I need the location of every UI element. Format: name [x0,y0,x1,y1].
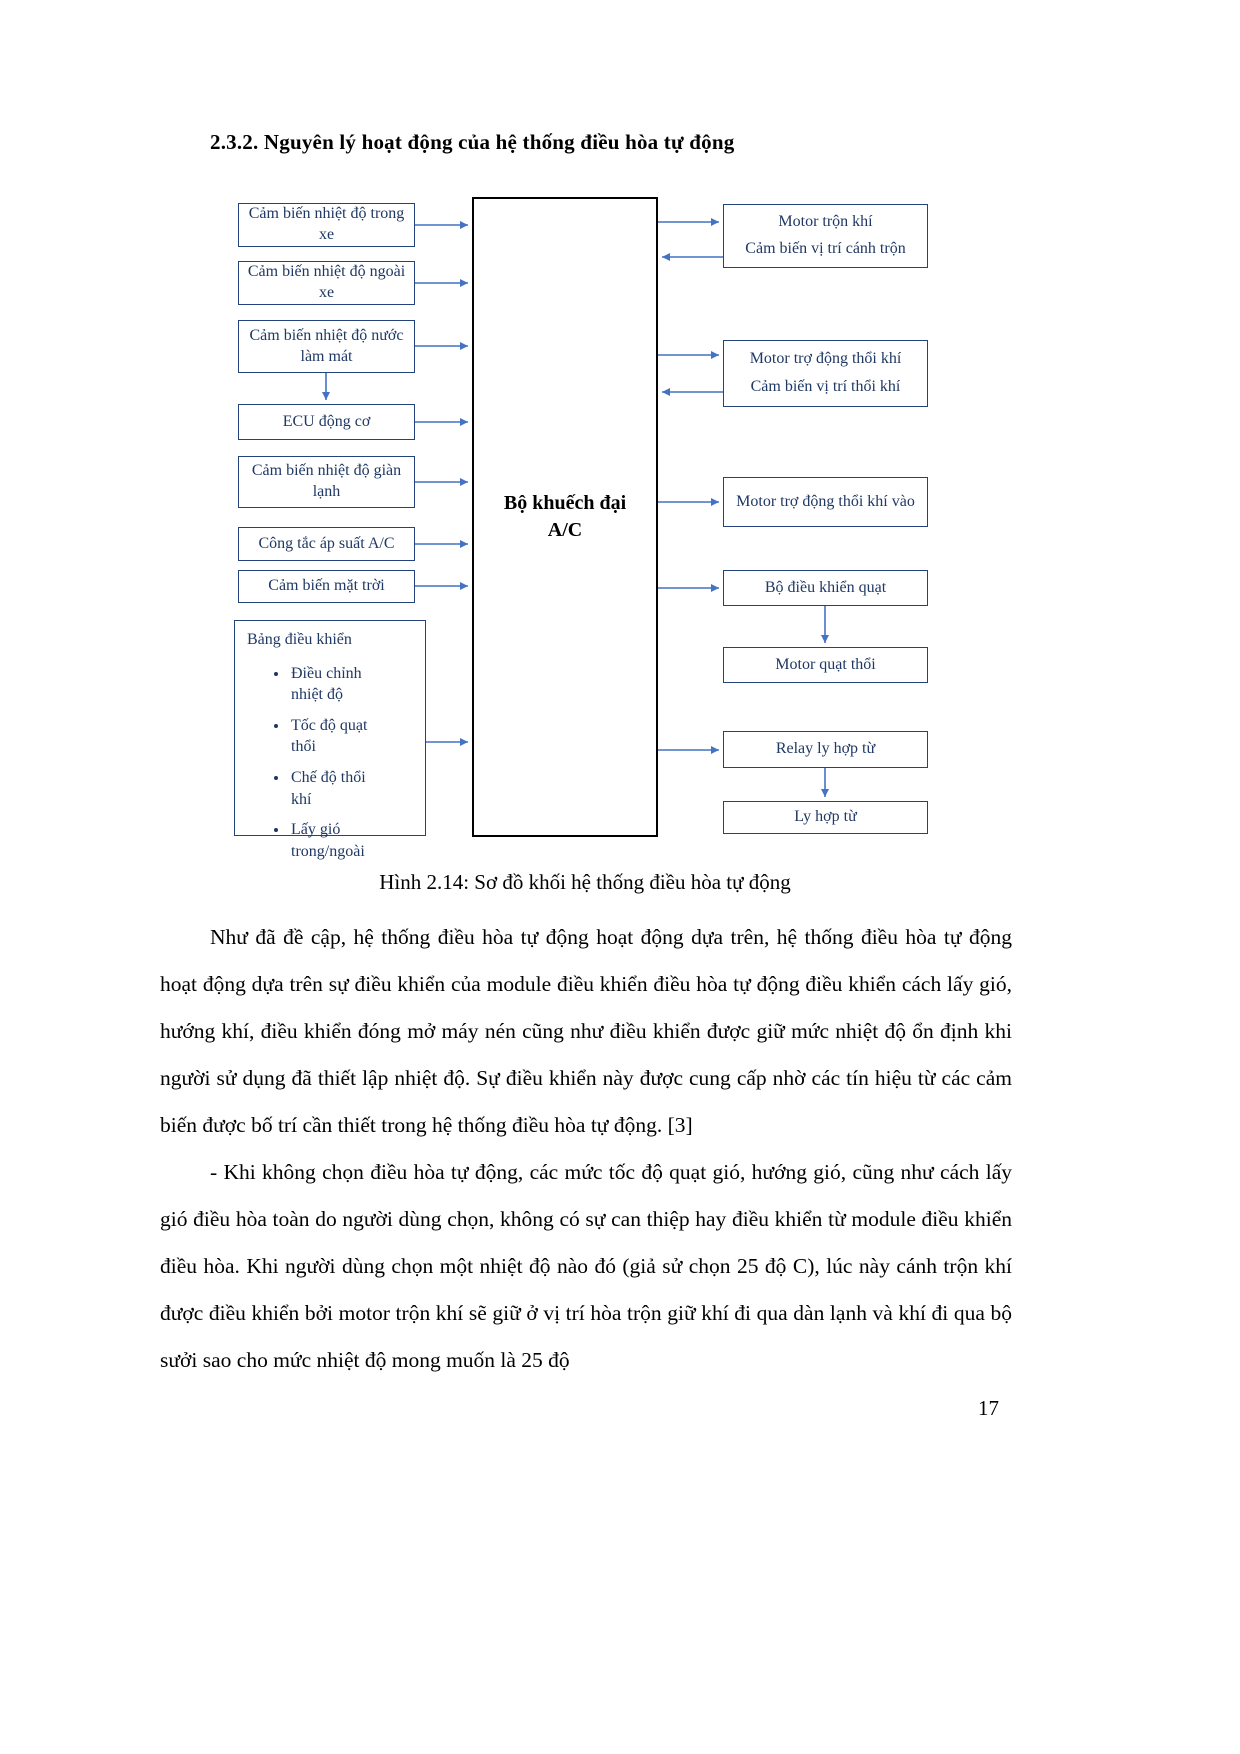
control-panel-list [289,663,417,863]
paragraph: Như đã đề cập, hệ thống điều hòa tự động hoạt động dựa trên, hệ thống điều hòa tự động hoạt động dựa trên sự điều khiển của module điều khiển điều hòa tự động điều khiển cách lấy gió, hướng khí, điều khiển đóng mở máy nén cũng như điều khiển được giữ mức nhiệt độ ổn định khi người sử dụng đã thiết lập nhiệt độ. Sự điều khiển này được cung cấp nhờ các tín hiệu từ các cảm biến được bố trí cần thiết trong hệ thống điều hòa tự động. [3] [160,925,1012,1137]
intake-servo-motor-box [723,477,928,527]
sun-sensor-box [238,570,415,603]
control-panel-item: • Chế độ thổi khí [289,767,389,810]
sensor-box-evaporator-temp [238,456,415,508]
mode-servo-motor-box [723,340,928,407]
ecu-box [238,404,415,440]
magnetic-clutch-box [723,801,928,834]
box-label: Motor trợ động thổi khí vào [736,492,915,510]
box-label: Công tắc áp suất A/C [258,534,395,552]
box-label: Ly hợp từ [794,808,857,826]
block-diagram [160,195,1010,860]
control-panel-title: Bảng điều khiển [247,631,352,648]
page-number: 17 [978,1396,999,1420]
pressure-switch-box [238,527,415,561]
control-panel-item: • Lấy gió trong/ngoài [289,819,389,862]
box-label: Motor trộn khí [778,213,873,231]
sensor-box-cabin-temp [238,203,415,247]
clutch-relay-box [723,731,928,768]
box-label: Motor quạt thổi [775,655,876,673]
box-label: Cảm biến vị trí cánh trộn [745,239,906,257]
box-label: Cảm biến nhiệt độ ngoài xe [247,263,406,301]
control-panel-item: • Tốc độ quạt thổi [289,715,389,758]
box-label: Cảm biến vị trí thổi khí [750,377,901,395]
figure-caption: Hình 2.14: Sơ đồ khối hệ thống điều hòa tự động [379,870,791,894]
box-label: Motor trợ động thổi khí [749,350,902,368]
fan-controller-box [723,570,928,606]
box-label: Cảm biến nhiệt độ nước làm mát [249,326,404,365]
section-heading: 2.3.2. Nguyên lý hoạt động của hệ thống điều hòa tự động [210,130,735,154]
sensor-box-coolant-temp [238,320,415,373]
box-label: Cảm biến mặt trời [268,577,385,595]
box-label: ECU động cơ [282,412,371,430]
ac-amplifier-box [472,197,658,837]
box-label: Cảm biến nhiệt độ trong xe [248,205,405,243]
sensor-box-ambient-temp [238,261,415,305]
body-text [160,914,1012,1384]
amplifier-label-line1: Bộ khuếch đại [503,492,627,514]
blower-motor-box [723,647,928,683]
box-label: Cảm biến nhiệt độ giàn lạnh [251,462,402,500]
air-mix-motor-box [723,204,928,268]
amplifier-label-line2: A/C [547,519,583,541]
control-panel-box [234,620,426,860]
paragraph: - Khi không chọn điều hòa tự động, các mức tốc độ quạt gió, hướng gió, cũng như cách lấy gió điều hòa toàn do người dùng chọn, không có sự can thiệp hay điều khiển từ module điều khiển điều hòa. Khi người dùng chọn một nhiệt độ nào đó (giả sử chọn 25 độ C), lúc này cánh trộn khí được điều khiển bởi motor trộn khí sẽ giữ ở vị trí hòa trộn giữ khí đi qua dàn lạnh và khí đi qua bộ sưởi sao cho mức nhiệt độ mong muốn là 25 độ [160,1160,1012,1372]
box-label: Relay ly hợp từ [775,740,876,758]
box-label: Bộ điều khiển quạt [764,578,887,596]
control-panel-item: • Điều chỉnh nhiệt độ [289,663,389,706]
